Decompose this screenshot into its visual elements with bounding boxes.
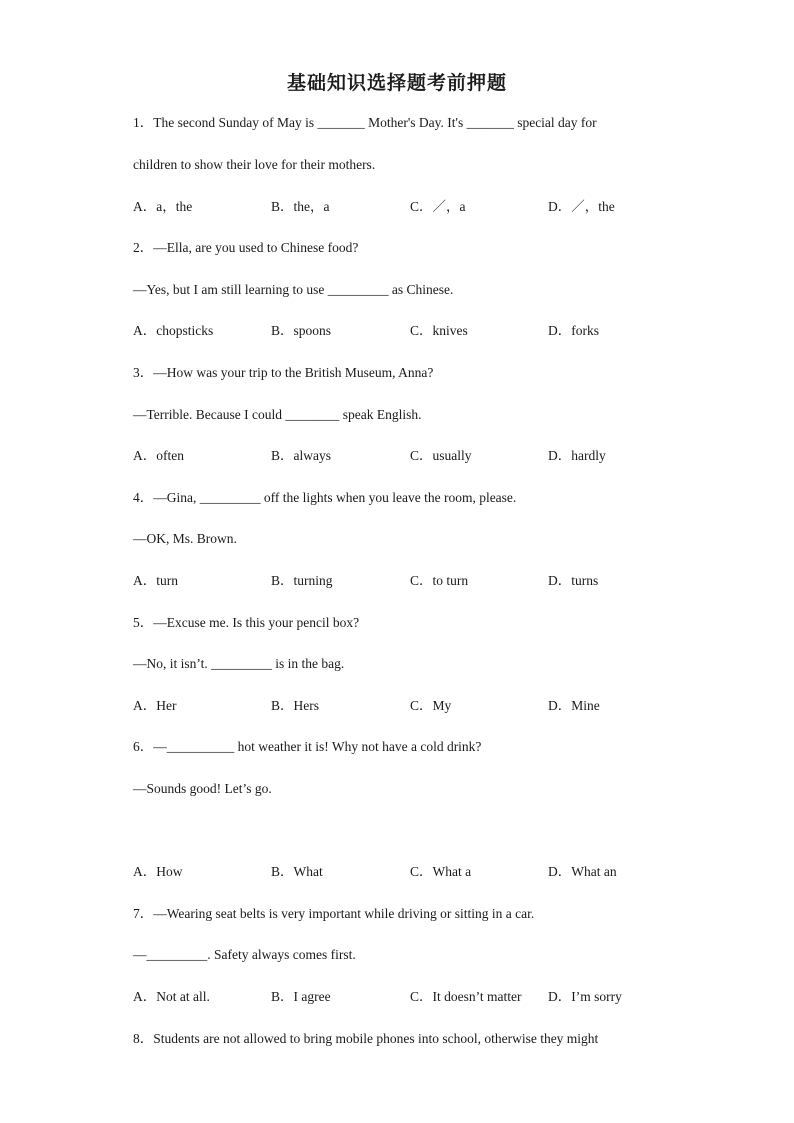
question-5-option-b: B．Hers: [271, 698, 319, 713]
question-2-stem-line-1: 2．—Ella, are you used to Chinese food?: [133, 240, 359, 255]
question-2-option-c: C．knives: [410, 323, 468, 338]
question-6-stem-line-2: —Sounds good! Let’s go.: [133, 781, 272, 796]
question-3-stem-line-2: —Terrible. Because I could ________ speak English.: [133, 407, 422, 422]
question-4-option-c: C．to turn: [410, 573, 469, 588]
question-7-option-c: C．It doesn’t matter: [410, 989, 522, 1004]
question-4-stem-line-1: 4．—Gina, _________ off the lights when you leave the room, please.: [133, 490, 517, 505]
question-7-option-a: A．Not at all.: [133, 989, 210, 1004]
question-5-option-d: D．Mine: [548, 698, 600, 713]
question-5-stem-line-2: —No, it isn’t. _________ is in the bag.: [133, 656, 345, 671]
question-3-option-d: D．hardly: [548, 448, 606, 463]
question-4-option-d: D．turns: [548, 573, 599, 588]
question-6-option-c: C．What a: [410, 864, 472, 879]
question-2-option-b: B．spoons: [271, 323, 332, 338]
question-6-option-b: B．What: [271, 864, 323, 879]
question-3-option-b: B．always: [271, 448, 331, 463]
question-7-option-b: B．I agree: [271, 989, 331, 1004]
question-7-stem-line-2: —_________. Safety always comes first.: [133, 947, 356, 962]
question-3-option-c: C．usually: [410, 448, 472, 463]
question-1-option-c: C．／，a: [410, 199, 466, 214]
page-title: 基础知识选择题考前押题: [286, 72, 507, 94]
question-5-option-a: A．Her: [133, 698, 177, 713]
question-4-stem-line-2: —OK, Ms. Brown.: [133, 531, 237, 546]
question-2-option-a: A．chopsticks: [133, 323, 214, 338]
question-4-option-b: B．turning: [271, 573, 333, 588]
question-5-option-c: C．My: [410, 698, 452, 713]
question-5-stem-line-1: 5．—Excuse me. Is this your pencil box?: [133, 615, 360, 630]
question-2-stem-line-2: —Yes, but I am still learning to use _________ as Chinese.: [133, 282, 454, 297]
question-7-option-d: D．I’m sorry: [548, 989, 622, 1004]
question-1-stem-line-2: children to show their love for their mothers.: [133, 157, 376, 172]
question-8-stem-line-1: 8．Students are not allowed to bring mobile phones into school, otherwise they might: [133, 1031, 599, 1046]
question-7-stem-line-1: 7．—Wearing seat belts is very important while driving or sitting in a car.: [133, 906, 535, 921]
question-1-option-d: D．／，the: [548, 199, 615, 214]
question-6-option-d: D．What an: [548, 864, 617, 879]
question-1-option-a: A．a，the: [133, 199, 193, 214]
question-6-option-a: A．How: [133, 864, 183, 879]
question-3-option-a: A．often: [133, 448, 184, 463]
question-2-option-d: D．forks: [548, 323, 599, 338]
question-3-stem-line-1: 3．—How was your trip to the British Museum, Anna?: [133, 365, 434, 380]
question-6-stem-line-1: 6．—__________ hot weather it is! Why not have a cold drink?: [133, 739, 482, 754]
question-1-option-b: B．the，a: [271, 199, 330, 214]
question-4-option-a: A．turn: [133, 573, 178, 588]
question-1-stem-line-1: 1．The second Sunday of May is _______ Mother's Day. It's _______ special day for: [133, 115, 597, 130]
